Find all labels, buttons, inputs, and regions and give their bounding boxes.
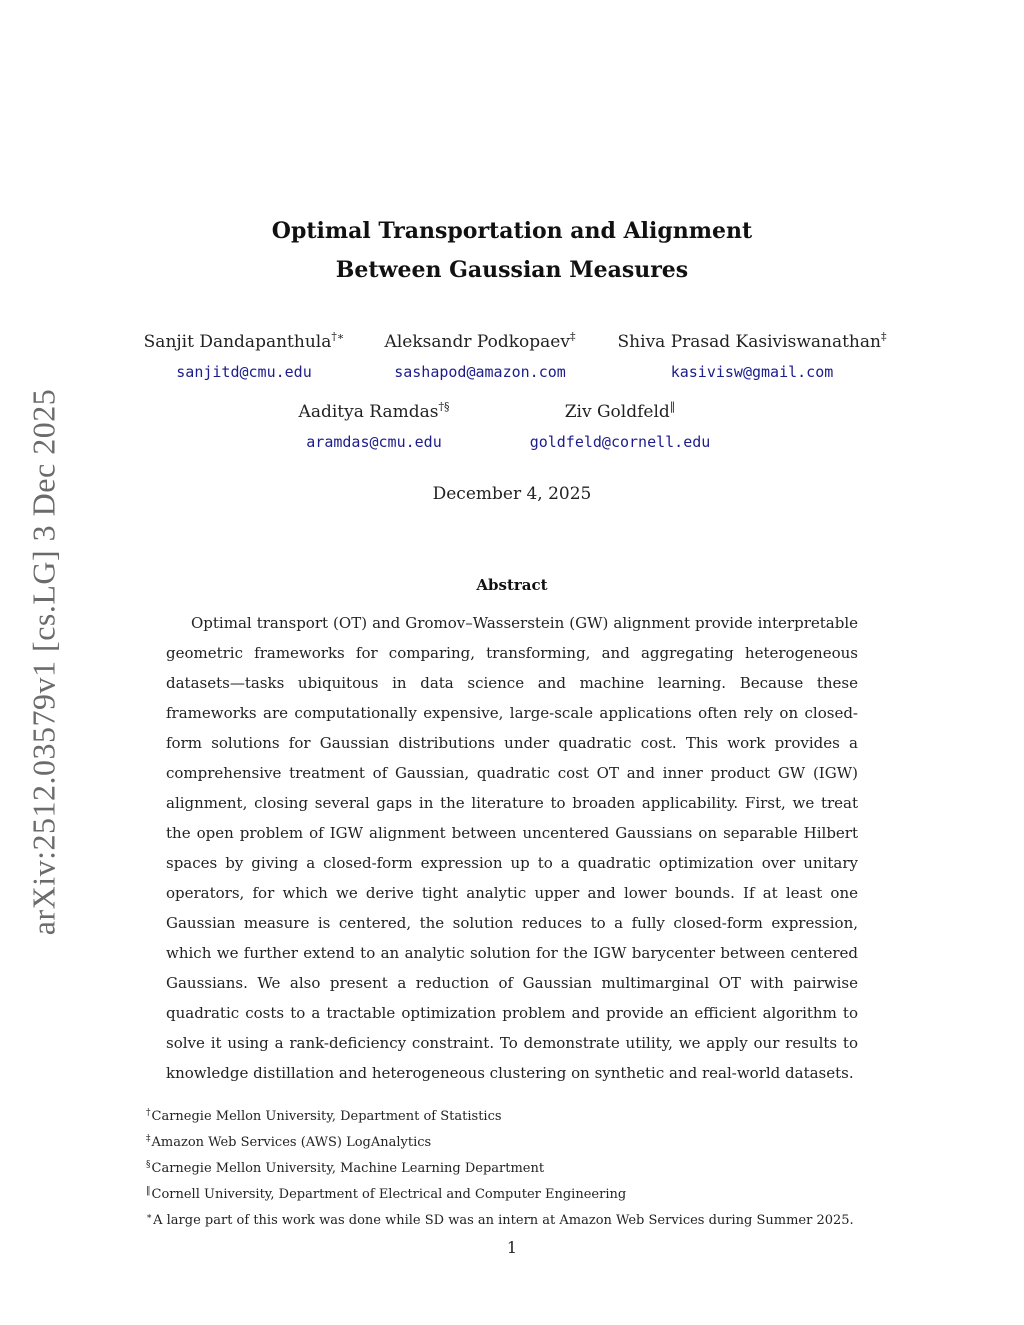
- footnotes: [146, 1102, 906, 1232]
- author-block: [385, 326, 576, 383]
- publication-date: December 4, 2025: [432, 484, 592, 504]
- paper-title: [0, 212, 1024, 290]
- author-email-link[interactable]: goldfeld@cornell.edu: [529, 433, 711, 451]
- footnote: [146, 1102, 906, 1128]
- author-email-link[interactable]: kasivisw@gmail.com: [670, 363, 834, 381]
- footnote-text: A large part of this work was done while SD was an intern at Amazon Web Services during Summer 2025.: [153, 1213, 854, 1228]
- author-affiliation-marks: †§: [438, 400, 450, 413]
- footnote: [146, 1206, 906, 1232]
- author-name: Sanjit Dandapanthula†∗: [143, 330, 345, 352]
- footnote-text: Carnegie Mellon University, Department of Statistics: [151, 1109, 502, 1124]
- footnote-text: Cornell University, Department of Electrical and Computer Engineering: [151, 1187, 627, 1202]
- author-block: [530, 396, 711, 453]
- author-affiliation-marks: ‡: [569, 330, 576, 343]
- author-email-link[interactable]: aramdas@cmu.edu: [306, 433, 442, 451]
- author-affiliation-marks: ‖: [669, 400, 676, 413]
- author-affiliation-marks: ‡: [880, 330, 887, 343]
- page-number: 1: [506, 1238, 518, 1257]
- author-block: [144, 326, 345, 383]
- footnote-mark: ∗: [146, 1212, 153, 1222]
- author-name: Aaditya Ramdas†§: [298, 400, 450, 422]
- author-name: Shiva Prasad Kasiviswanathan‡: [617, 330, 887, 352]
- footnote-mark: §: [146, 1160, 151, 1170]
- footnote: [146, 1128, 906, 1154]
- footnote-mark: †: [146, 1108, 151, 1118]
- author-email-link[interactable]: sanjitd@cmu.edu: [176, 363, 312, 381]
- footnote-text: Carnegie Mellon University, Machine Learning Department: [151, 1161, 545, 1176]
- author-email-link[interactable]: sashapod@amazon.com: [394, 363, 566, 381]
- author-name: Aleksandr Podkopaev‡: [384, 330, 576, 352]
- abstract-heading: Abstract: [476, 576, 548, 594]
- footnote: [146, 1154, 906, 1180]
- footnote-mark: ‖: [146, 1186, 151, 1196]
- author-affiliation-marks: †∗: [331, 330, 345, 343]
- abstract-body: Optimal transport (OT) and Gromov–Wasserstein (GW) alignment provide interpretable geometric frameworks for comparing, transforming, and aggregating heterogeneous datasets—tasks ubiquitous in data science and machine learning. Because these frameworks are computationally expensive, large-scale applications often rely on closed-form solutions for Gaussian distributions under quadratic cost. This work provides a comprehensive treatment of Gaussian, quadratic cost OT and inner product GW (IGW) alignment, closing several gaps in the literature to broaden applicability. First, we treat the open problem of IGW alignment between uncentered Gaussians on separable Hilbert spaces by giving a closed-form expression up to a quadratic optimization over unitary operators, for which we derive tight analytic upper and lower bounds. If at least one Gaussian measure is centered, the solution reduces to a fully closed-form expression, which we further extend to an analytic solution for the IGW barycenter between centered Gaussians. We also present a reduction of Gaussian multimarginal OT with pairwise quadratic costs to a tractable optimization problem and provide an efficient algorithm to solve it using a rank-deficiency constraint. To demonstrate utility, we apply our results to knowledge distillation and heterogeneous clustering on synthetic and real-world datasets.: [166, 614, 858, 1082]
- footnote-text: Amazon Web Services (AWS) LogAnalytics: [151, 1135, 432, 1150]
- arxiv-identifier-stamp: arXiv:2512.03579v1 [cs.LG] 3 Dec 2025: [25, 388, 62, 936]
- footnote-mark: ‡: [146, 1134, 151, 1144]
- title-line-1: Optimal Transportation and Alignment: [271, 218, 753, 244]
- author-name: Ziv Goldfeld‖: [564, 400, 676, 422]
- author-block: [618, 326, 887, 383]
- author-block: [299, 396, 450, 453]
- footnote: [146, 1180, 906, 1206]
- title-line-2: Between Gaussian Measures: [335, 257, 689, 283]
